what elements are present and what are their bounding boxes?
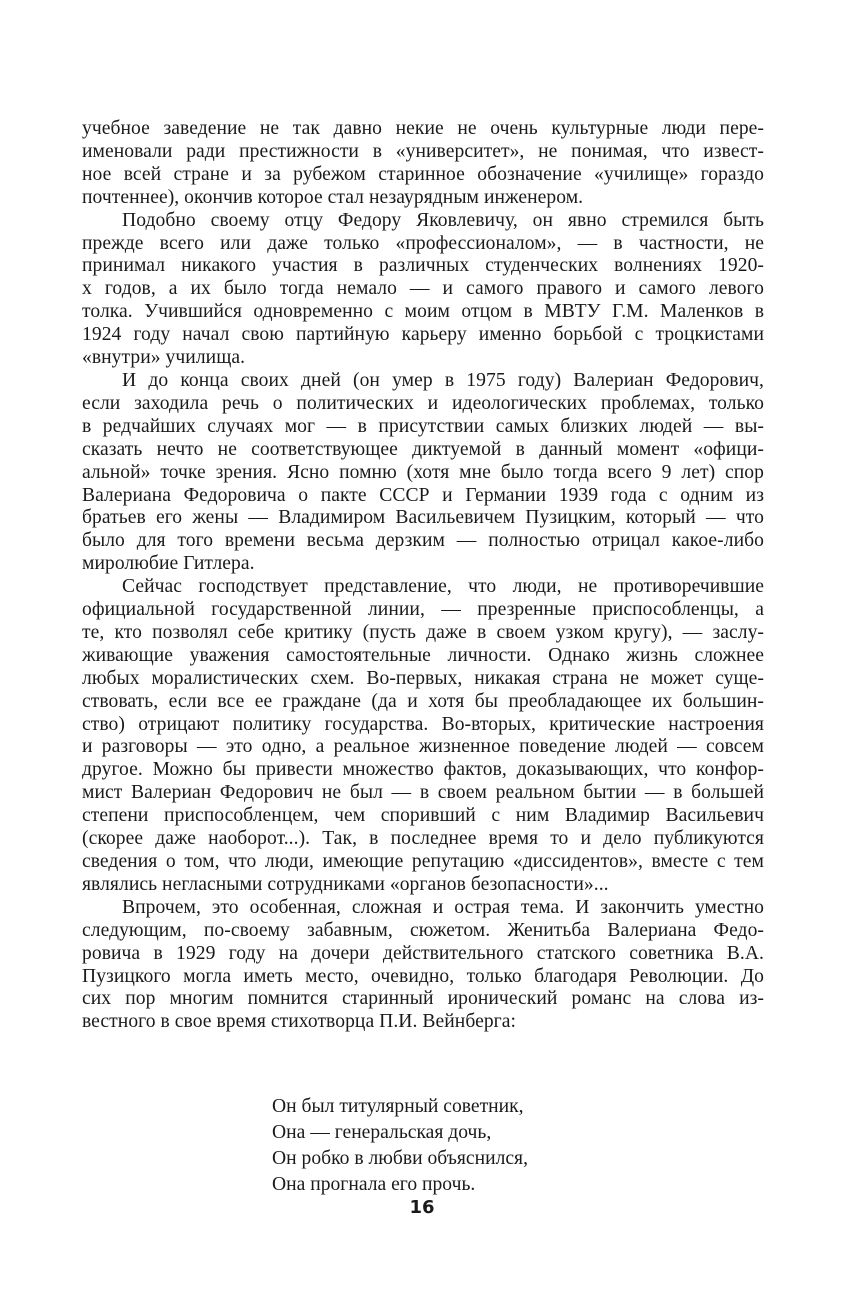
verse-line: Он робко в любви объяснился, bbox=[272, 1148, 528, 1169]
text-line: учебное заведение не так давно некие не очень культурные люди пере- bbox=[82, 118, 764, 139]
text-line: и разговоры — это одно, а реальное жизненное поведение людей — совсем bbox=[82, 736, 764, 758]
text-line: сих пор многим помнится старинный иронический романс на слова из- bbox=[82, 988, 764, 1010]
page-number: 16 bbox=[409, 1197, 435, 1218]
text-line: степени приспособленцем, чем споривший с ним Владимир Васильевич bbox=[82, 805, 764, 827]
paragraph-2 bbox=[82, 210, 764, 370]
text-line: (скорее даже наоборот...). Так, в последнее время то и дело публикуются bbox=[82, 828, 764, 850]
text-line: альной» точке зрения. Ясно помню (хотя мне было тогда всего 9 лет) спор bbox=[82, 461, 764, 483]
text-line: Подобно своему отцу Федору Яковлевичу, он явно стремился быть bbox=[122, 209, 764, 231]
verse-line: Она прогнала его прочь. bbox=[272, 1174, 476, 1195]
text-line: сказать нечто не соответствующее диктуемой в данный момент «офици- bbox=[82, 438, 764, 460]
verse-line: Он был титулярный советник, bbox=[272, 1096, 524, 1117]
text-line: ное всей стране и за рубежом старинное обозначение «училище» гораздо bbox=[82, 163, 764, 185]
verse-line: Она — генеральская дочь, bbox=[272, 1122, 492, 1143]
text-line: являлись негласными сотрудниками «органов безопасности»... bbox=[82, 873, 609, 895]
text-line: если заходила речь о политических и идеологических проблемах, только bbox=[82, 392, 764, 414]
text-line: было для того времени весьма дерзким — полностью отрицал какое-либо bbox=[82, 530, 764, 552]
text-line: любых моралистических схем. Во-первых, никакая страна не может суще- bbox=[82, 667, 764, 689]
text-line: ство) отрицают политику государства. Во-вторых, критические настроения bbox=[82, 713, 764, 735]
body-text bbox=[82, 118, 764, 1034]
text-line: сведения о том, что люди, имеющие репутацию «диссидентов», вместе с тем bbox=[82, 851, 764, 872]
text-line: другое. Можно бы привести множество фактов, доказывающих, что конфор- bbox=[82, 759, 764, 781]
text-line: 1924 году начал свою партийную карьеру именно борьбой с троцкистами bbox=[82, 324, 764, 346]
poem-quote bbox=[272, 1094, 528, 1198]
paragraph-3 bbox=[82, 370, 764, 576]
paragraph-4 bbox=[82, 576, 764, 897]
text-line: ровича в 1929 году на дочери действительного статского советника В.А. bbox=[82, 942, 764, 964]
text-line: Впрочем, это особенная, сложная и острая тема. И закончить уместно bbox=[122, 896, 764, 918]
text-line: в редчайших случаях мог — в присутствии самых близких людей — вы- bbox=[82, 415, 764, 437]
text-line: толка. Учившийся одновременно с моим отцом в МВТУ Г.М. Маленков в bbox=[82, 301, 764, 323]
text-line: братьев его жены — Владимиром Васильевичем Пузицким, который — что bbox=[82, 507, 764, 529]
text-line: мист Валериан Федорович не был — в своем реальном бытии — в большей bbox=[82, 782, 764, 804]
text-line: х годов, а их было тогда немало — и самого правого и самого левого bbox=[82, 278, 764, 300]
text-line: вестного в свое время стихотворца П.И. Вейнберга: bbox=[82, 1011, 517, 1033]
text-line: официальной государственной линии, — презренные приспособленцы, а bbox=[82, 599, 764, 621]
text-line: Валериана Федоровича о пакте СССР и Германии 1939 года с одним из bbox=[82, 484, 764, 506]
text-line: те, кто позволял себе критику (пусть даже в своем узком кругу), — заслу- bbox=[82, 621, 764, 643]
text-line: «внутри» училища. bbox=[82, 347, 246, 369]
text-line: Сейчас господствует представление, что люди, не противоречившие bbox=[122, 576, 764, 598]
text-line: миролюбие Гитлера. bbox=[82, 553, 255, 575]
text-line: следующим, по-своему забавным, сюжетом. Женитьба Валериана Федо- bbox=[82, 919, 764, 941]
text-line: принимал никакого участия в различных студенческих волнениях 1920- bbox=[82, 255, 764, 277]
text-line: именовали ради престижности в «университет», не понимая, что извест- bbox=[82, 140, 764, 162]
text-line: Пузицкого могла иметь место, очевидно, только благодаря Революции. До bbox=[82, 965, 764, 987]
text-line: И до конца своих дней (он умер в 1975 году) Валериан Федорович, bbox=[122, 369, 764, 391]
paragraph-1 bbox=[82, 118, 764, 210]
paragraph-5 bbox=[82, 897, 764, 1034]
text-line: живающие уважения самостоятельные личности. Однако жизнь сложнее bbox=[82, 644, 764, 666]
text-line: прежде всего или даже только «профессионалом», — в частности, не bbox=[82, 232, 764, 254]
text-line: почтеннее), окончив которое стал незаурядным инженером. bbox=[82, 186, 584, 208]
text-line: ствовать, если все ее граждане (да и хотя бы преобладающее их большин- bbox=[82, 690, 764, 712]
